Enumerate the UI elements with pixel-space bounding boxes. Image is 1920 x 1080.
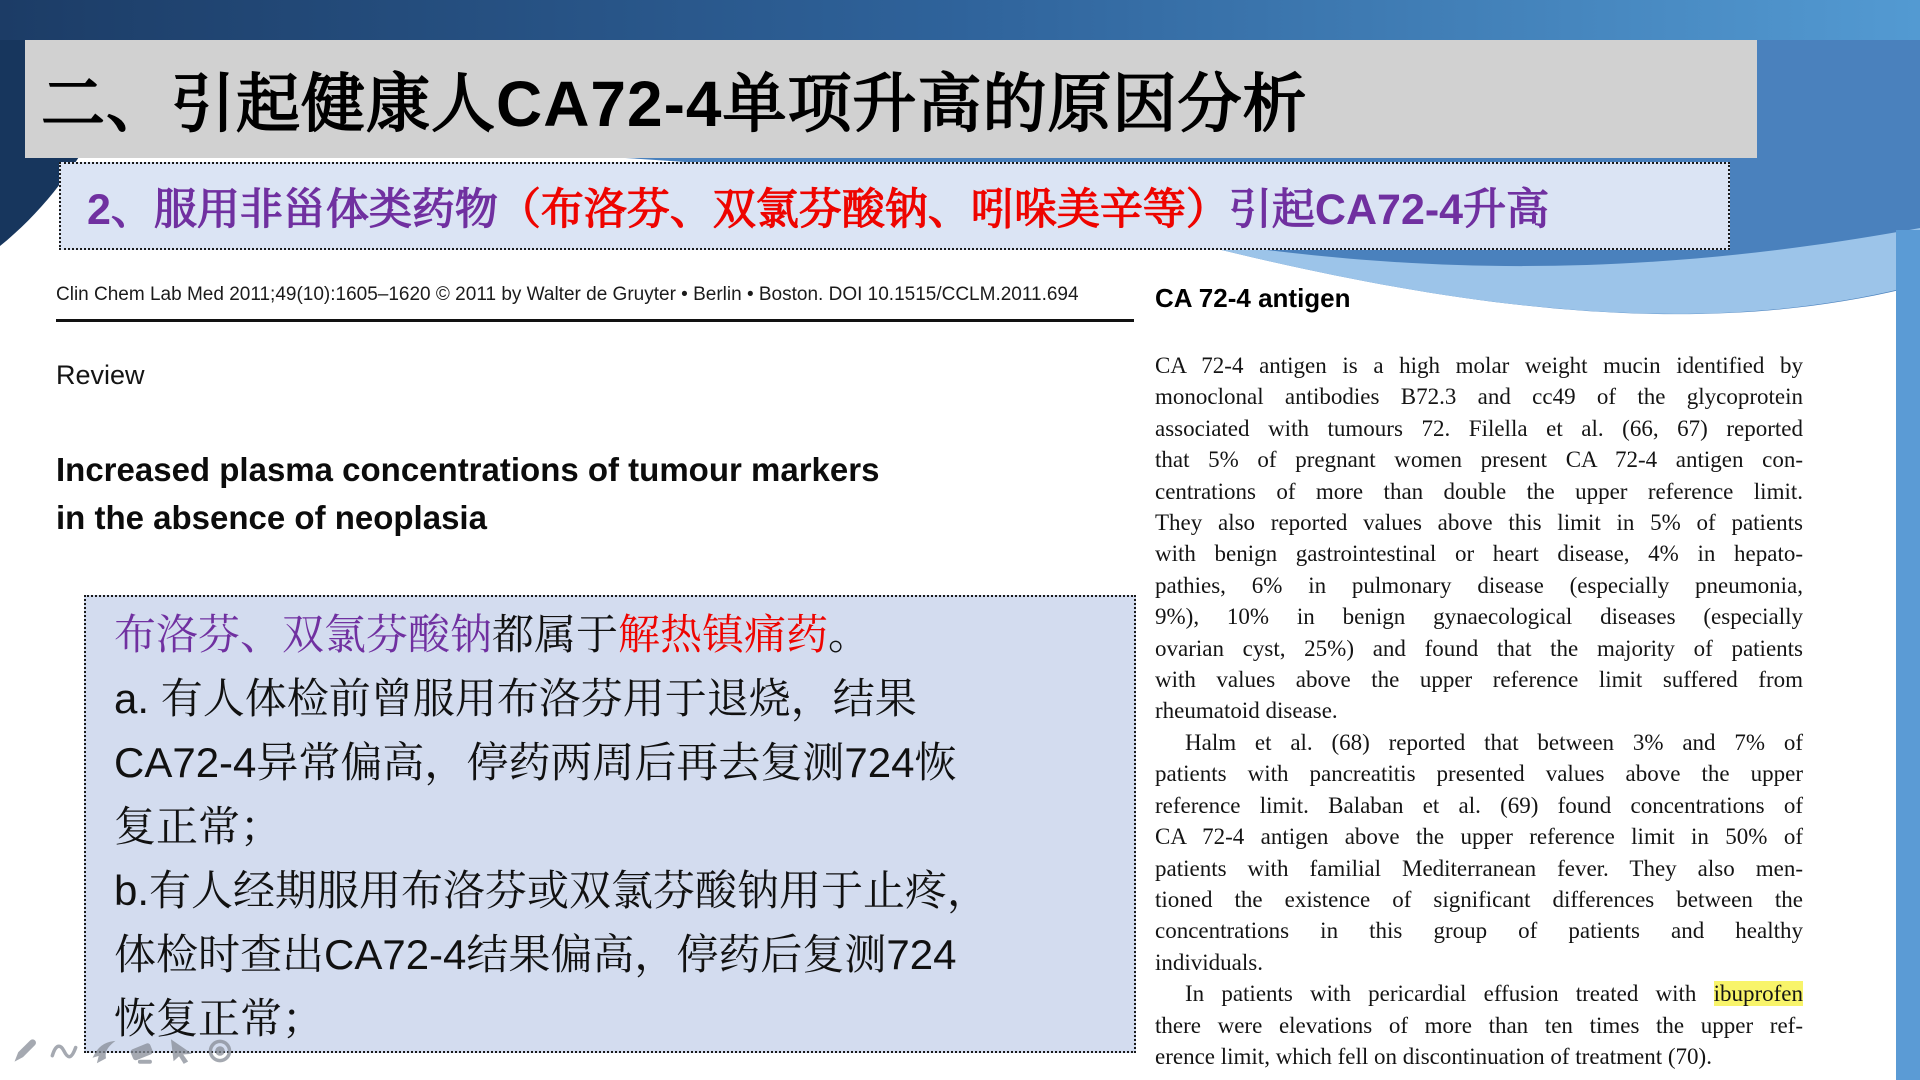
text-line <box>114 795 1134 859</box>
pointer-icon[interactable] <box>166 1034 196 1068</box>
text-line <box>114 987 1134 1051</box>
swoosh-arrow-icon[interactable] <box>88 1034 118 1068</box>
text-line <box>1155 507 1803 538</box>
text-segment: erence limit, which fell on discontinuation of treatment (70). <box>1155 1043 1712 1069</box>
text-segment: （布洛芬、双氯芬酸钠、吲哚美辛等） <box>497 185 1229 234</box>
text-segment: with benign gastrointestinal or heart disease, 4% in hepato- <box>1155 541 1803 567</box>
text-line <box>114 923 1134 987</box>
excerpt-body <box>1155 350 1803 1072</box>
text-segment: CA72-4异常偏高，停药两周后再去复测724恢 <box>114 739 957 786</box>
text-segment: 都属于 <box>492 611 619 658</box>
slide-title-bar <box>25 40 1757 158</box>
pen-icon[interactable] <box>10 1034 40 1068</box>
text-segment: rheumatoid disease. <box>1155 698 1338 724</box>
text-line <box>1155 570 1803 601</box>
text-line <box>1155 538 1803 569</box>
text-segment: b.有人经期服用布洛芬或双氯芬酸钠用于止疼， <box>114 867 990 914</box>
text-segment: ovarian cyst, 25%) and found that the majority of patients <box>1155 635 1803 661</box>
text-segment: patients with pancreatitis presented values above the upper <box>1155 761 1803 787</box>
text-segment: Increased plasma concentrations of tumour markers <box>56 451 880 488</box>
text-segment: 2、服用非甾体类药物 <box>87 185 498 234</box>
text-line <box>1155 444 1803 475</box>
text-segment: pathies, 6% in pulmonary disease (especially pneumonia, <box>1155 572 1803 598</box>
text-segment: tioned the existence of significant differences between the <box>1155 886 1803 912</box>
text-segment: centrations of more than double the upper reference limit. <box>1155 478 1803 504</box>
text-line <box>1155 476 1803 507</box>
excerpt-heading: CA 72-4 antigen <box>1155 283 1351 313</box>
text-segment: a. 有人体检前曾服用布洛芬用于退烧，结果 <box>114 675 917 722</box>
subtitle-box <box>59 162 1730 250</box>
text-segment: there were elevations of more than ten times the upper ref- <box>1155 1012 1803 1038</box>
text-segment: CA 72-4 antigen above the upper reference limit in 50% of <box>1155 824 1803 850</box>
eraser-icon[interactable] <box>127 1034 157 1068</box>
text-line <box>1155 853 1803 884</box>
text-line <box>1155 978 1803 1009</box>
text-line <box>1155 633 1803 664</box>
text-segment: monoclonal antibodies B72.3 and cc49 of the glycoprotein <box>1155 384 1803 410</box>
text-segment: 体检时查出CA72-4结果偏高，停药后复测724 <box>114 931 957 978</box>
text-line <box>1155 727 1803 758</box>
text-segment: 9%), 10% in benign gynaecological diseases (especially <box>1155 604 1803 630</box>
text-segment: 恢复正常； <box>114 995 325 1042</box>
text-segment: 解热镇痛药 <box>618 611 829 658</box>
excerpt-column <box>1155 283 1803 1072</box>
text-segment: CA 72-4 antigen is a high molar weight mucin identified by <box>1155 353 1803 378</box>
text-segment: that 5% of pregnant women present CA 72-4 antigen con- <box>1155 447 1803 473</box>
text-segment: In patients with pericardial effusion treated with <box>1185 981 1714 1007</box>
text-line <box>1155 790 1803 821</box>
wave-icon[interactable] <box>49 1034 79 1068</box>
note-box <box>84 595 1136 1053</box>
text-segment: ibuprofen <box>1713 981 1803 1007</box>
review-label: Review <box>56 360 145 390</box>
text-line <box>114 859 1134 923</box>
text-segment: 复正常； <box>114 803 283 850</box>
text-segment: 布洛芬、双氯芬酸钠 <box>114 611 493 658</box>
journal-citation: Clin Chem Lab Med 2011;49(10):1605–1620 © 2011 by Walter de Gruyter • Berlin • Boston. DOI 10.1515/CCLM.2011.694 <box>56 284 1079 305</box>
text-line <box>114 667 1134 731</box>
target-icon[interactable] <box>205 1034 235 1068</box>
annotation-toolbar <box>10 1034 235 1068</box>
text-line <box>1155 413 1803 444</box>
text-segment: They also reported values above this limit in 5% of patients <box>1155 510 1803 536</box>
text-line <box>1155 1041 1803 1072</box>
text-line <box>1155 350 1803 381</box>
text-segment: 。 <box>828 611 871 658</box>
text-line <box>1155 1010 1803 1041</box>
text-line <box>1155 947 1803 978</box>
text-segment: in the absence of neoplasia <box>56 499 487 536</box>
text-segment: individuals. <box>1155 949 1263 975</box>
text-segment: with values above the upper reference limit suffered from <box>1155 667 1803 693</box>
text-line <box>114 731 1134 795</box>
text-segment: concentrations in this group of patients and healthy <box>1155 918 1803 944</box>
text-line <box>1155 915 1803 946</box>
citation-divider <box>56 319 1134 322</box>
text-segment: Halm et al. (68) reported that between 3% and 7% of <box>1185 729 1803 755</box>
text-line <box>1155 381 1803 412</box>
text-line <box>56 446 1126 494</box>
text-segment: 引起CA72-4升高 <box>1228 185 1550 234</box>
text-line <box>114 603 1134 667</box>
text-line <box>1155 821 1803 852</box>
text-line <box>1155 758 1803 789</box>
text-segment: reference limit. Balaban et al. (69) found concentrations of <box>1155 792 1803 818</box>
article-title <box>56 446 1126 542</box>
text-line <box>1155 884 1803 915</box>
text-segment: patients with familial Mediterranean fever. They also men- <box>1155 855 1803 881</box>
slide-title: 二、引起健康人CA72-4单项升高的原因分析 <box>41 68 1308 140</box>
text-line <box>1155 664 1803 695</box>
text-line <box>56 494 1126 542</box>
text-line <box>1155 695 1803 726</box>
text-segment: associated with tumours 72. Filella et al. (66, 67) reported <box>1155 415 1803 441</box>
text-line <box>1155 601 1803 632</box>
